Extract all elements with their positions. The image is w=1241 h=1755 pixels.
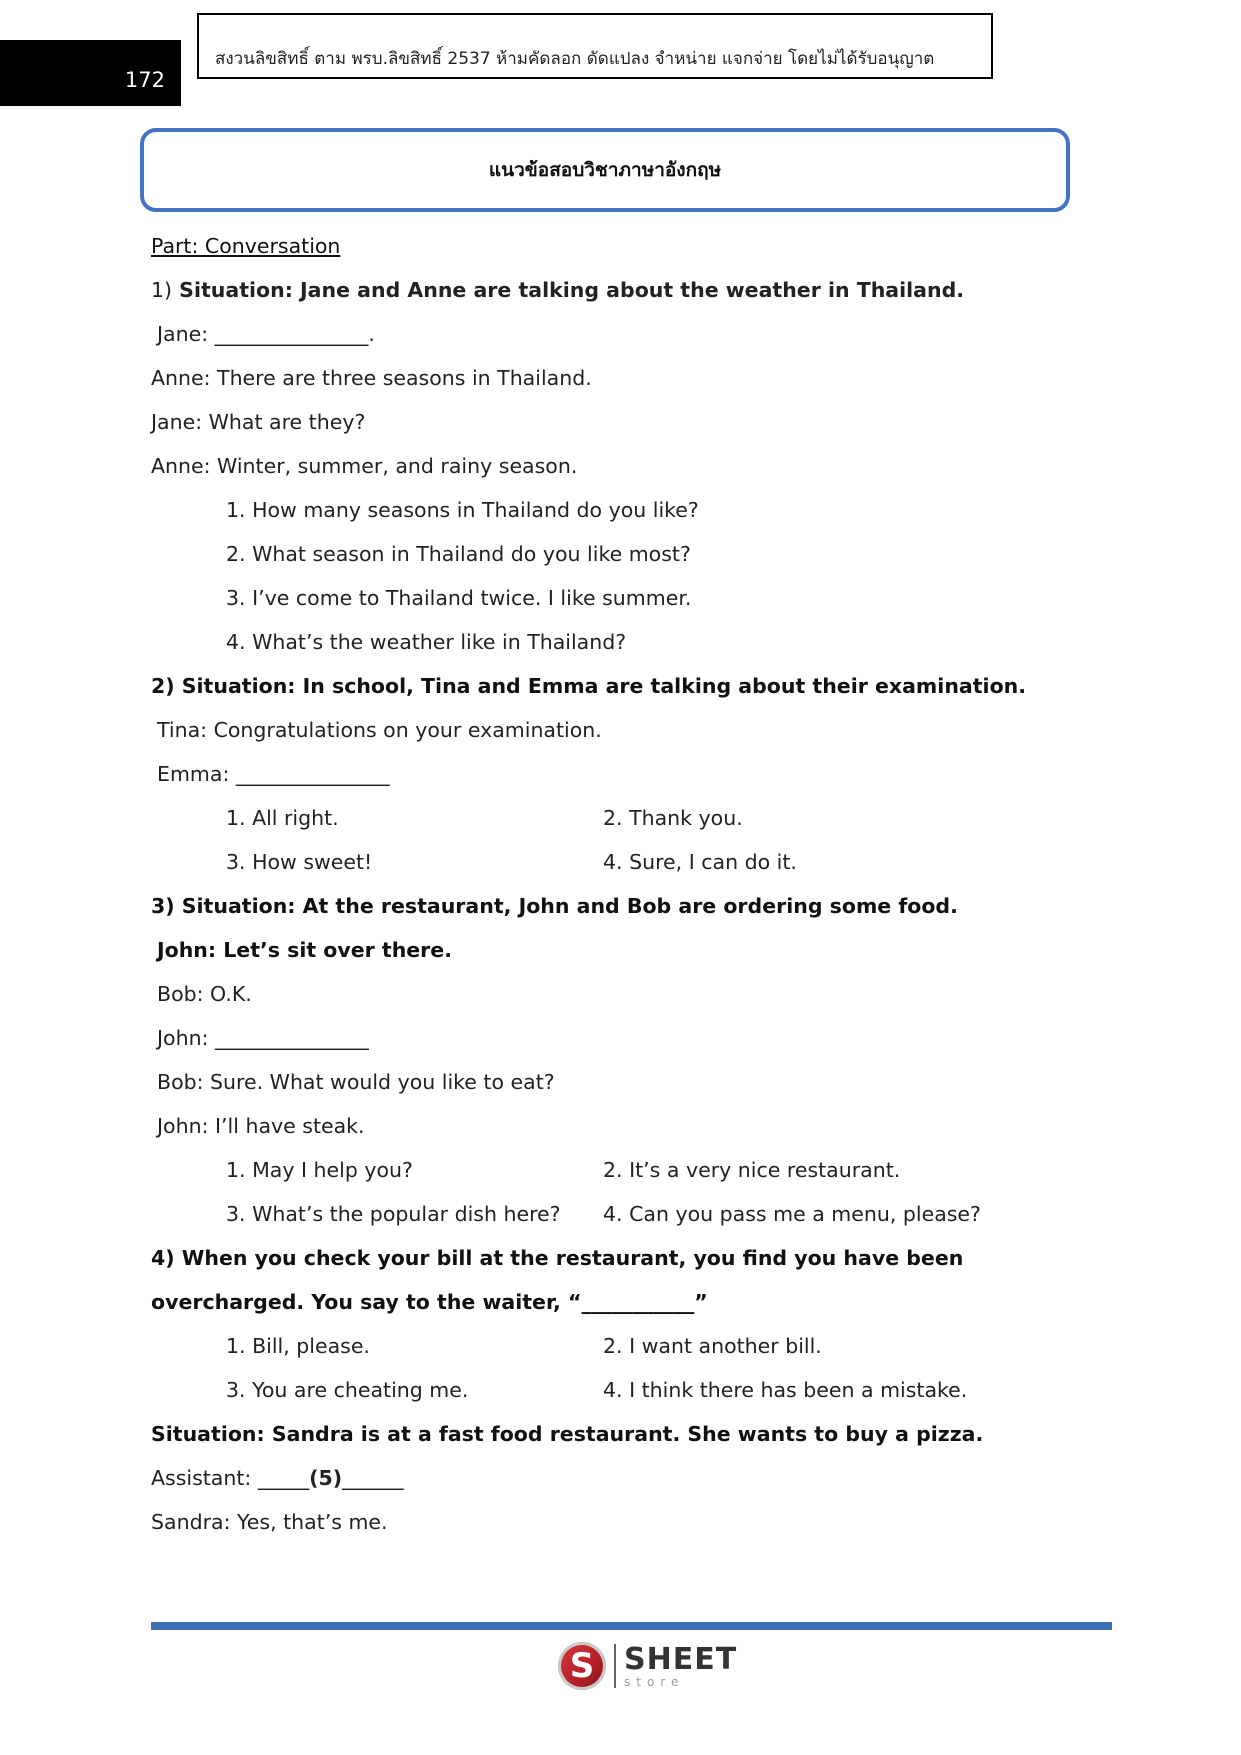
q4-option-2: 2. I want another bill.: [603, 1334, 822, 1358]
q5-situation: Situation: Sandra is at a fast food restaurant. She wants to buy a pizza.: [151, 1422, 984, 1446]
q1-line-3: Jane: What are they?: [151, 410, 366, 434]
logo-s-icon: S: [558, 1642, 606, 1690]
footer-divider: [151, 1622, 1112, 1630]
q4-line-2: overcharged. You say to the waiter, “___________”: [151, 1290, 708, 1314]
q2-line-1: Tina: Congratulations on your examination.: [157, 718, 602, 742]
part-heading-line: [151, 224, 1111, 268]
part-heading: Part: Conversation: [151, 234, 341, 258]
q4-options-row-1: [151, 1324, 1111, 1368]
q5-assistant-label: Assistant: _____: [151, 1466, 310, 1490]
q5-assistant-line: [151, 1456, 1111, 1500]
q3-options-row-2: [151, 1192, 1111, 1236]
q3-option-2: 2. It’s a very nice restaurant.: [603, 1158, 901, 1182]
q2-situation: 2) Situation: In school, Tina and Emma are talking about their examination.: [151, 674, 1027, 698]
q1-line-1: Jane: _______________.: [157, 322, 375, 346]
exam-content: [151, 224, 1111, 1544]
q1-option-1: 1. How many seasons in Thailand do you like?: [226, 498, 699, 522]
q3-situation: 3) Situation: At the restaurant, John and Bob are ordering some food.: [151, 894, 958, 918]
q3-line-4: John: I’ll have steak.: [157, 1114, 365, 1138]
q3-line-3: Bob: Sure. What would you like to eat?: [157, 1070, 555, 1094]
q5-assistant-tail: ______: [342, 1466, 404, 1490]
q3-bold-line: John: Let’s sit over there.: [157, 938, 452, 962]
q4-options-row-2: [151, 1368, 1111, 1412]
copyright-notice: สงวนลิขสิทธิ์ ตาม พรบ.ลิขสิทธิ์ 2537 ห้ามคัดลอก ดัดแปลง จำหน่าย แจกจ่าย โดยไม่ได้รับอนุญาต: [197, 13, 993, 79]
page-title: [140, 128, 1070, 212]
q3-option-3: 3. What’s the popular dish here?: [226, 1202, 561, 1226]
logo-separator: [614, 1644, 616, 1688]
q4-option-1: 1. Bill, please.: [226, 1334, 370, 1358]
q1-situation-text: Situation: Jane and Anne are talking about the weather in Thailand.: [172, 278, 965, 302]
q1-option-3: 3. I’ve come to Thailand twice. I like summer.: [226, 586, 692, 610]
sheet-store-logo: [558, 1641, 737, 1691]
logo-wordmark: [624, 1641, 738, 1689]
q3-line-2: John: _______________: [157, 1026, 369, 1050]
page-number: 172: [0, 40, 181, 106]
q2-options-row-2: [151, 840, 1111, 884]
q2-options-row-1: [151, 796, 1111, 840]
q1-situation: [151, 268, 1111, 312]
logo-main-text: SHEET: [624, 1641, 738, 1677]
q2-option-1: 1. All right.: [226, 806, 339, 830]
q2-line-2: Emma: _______________: [157, 762, 390, 786]
q2-option-4: 4. Sure, I can do it.: [603, 850, 797, 874]
q3-option-4: 4. Can you pass me a menu, please?: [603, 1202, 981, 1226]
q5-sandra-line: Sandra: Yes, that’s me.: [151, 1510, 388, 1534]
q1-line-2: Anne: There are three seasons in Thailand.: [151, 366, 592, 390]
q5-blank-number: (5): [309, 1466, 343, 1490]
q2-option-2: 2. Thank you.: [603, 806, 743, 830]
q3-options-row-1: [151, 1148, 1111, 1192]
q2-option-3: 3. How sweet!: [226, 850, 373, 874]
page-title-text: แนวข้อสอบวิชาภาษาอังกฤษ: [488, 159, 722, 181]
logo-sub-text: store: [624, 1674, 685, 1689]
q4-option-4: 4. I think there has been a mistake.: [603, 1378, 968, 1402]
q1-number: 1): [151, 278, 173, 302]
q4-line-1: 4) When you check your bill at the restaurant, you find you have been: [151, 1246, 964, 1270]
q1-option-4: 4. What’s the weather like in Thailand?: [226, 630, 627, 654]
q3-option-1: 1. May I help you?: [226, 1158, 413, 1182]
q4-option-3: 3. You are cheating me.: [226, 1378, 469, 1402]
q3-line-1: Bob: O.K.: [157, 982, 252, 1006]
q1-line-4: Anne: Winter, summer, and rainy season.: [151, 454, 578, 478]
q1-option-2: 2. What season in Thailand do you like most?: [226, 542, 691, 566]
